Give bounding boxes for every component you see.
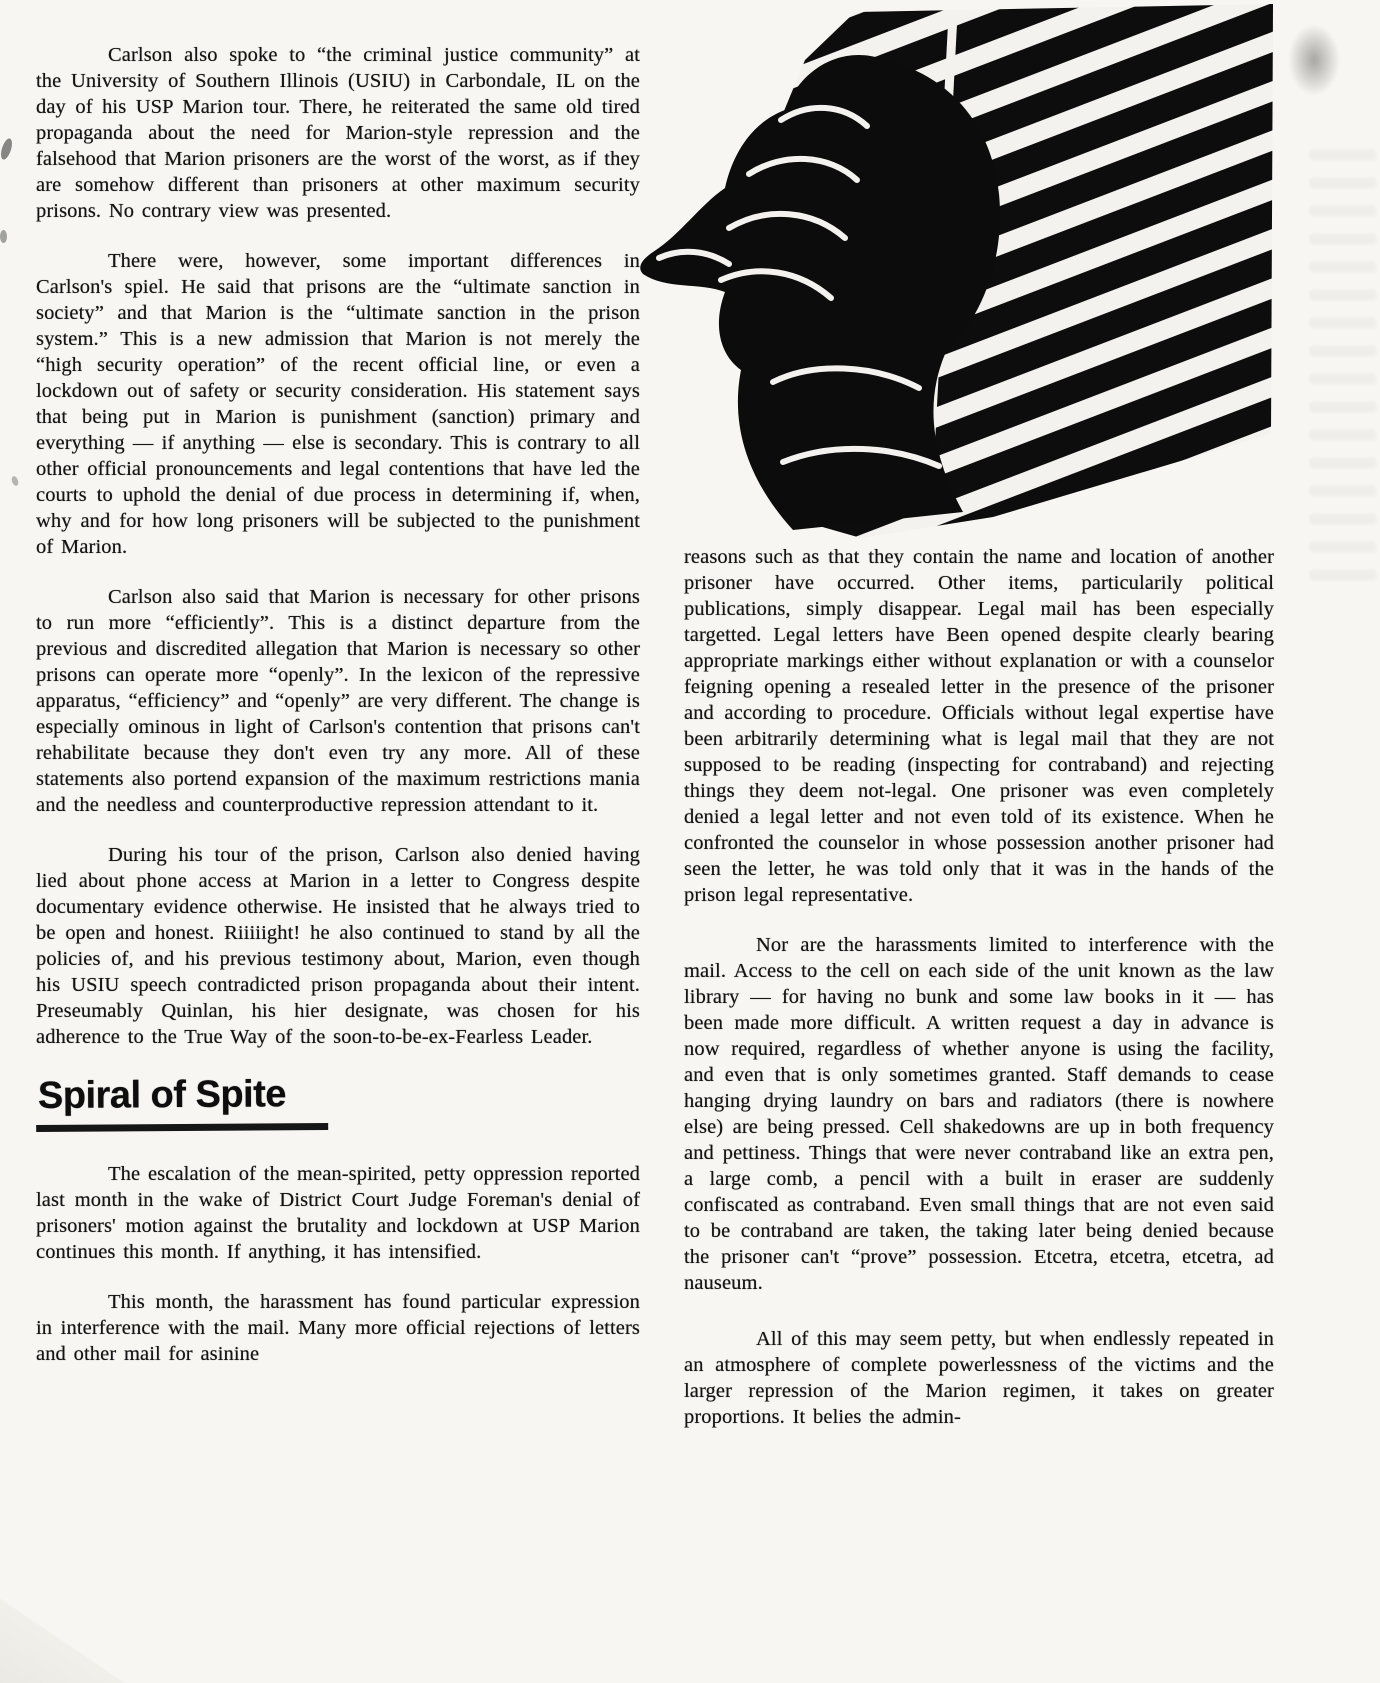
hands-through-blinds-illustration <box>633 2 1280 538</box>
body-paragraph: Carlson also said that Marion is necessary for other prisons to run more “efficiently”. This is a distinct departure from the previous and discredited allegation that Marion is necessary so other prisons can operate more “openly”. In the lexicon of the repressive apparatus, “efficiency” and “openly” are very different. The change is especially ominous in light of Carlson's contention that prisons can't rehabilitate because they don't even try any more. All of these statements also portend expansion of the maximum restrictions mania and the needless and counterproductive repression attendant to it. <box>36 586 640 816</box>
left-paragraph-group-after-heading <box>36 1161 640 1367</box>
scan-speck <box>10 475 19 486</box>
section-heading: Spiral of Spite <box>36 1073 328 1132</box>
left-column <box>36 42 640 1391</box>
scan-smudge <box>1288 24 1340 96</box>
body-paragraph: Carlson also spoke to “the criminal justice community” at the University of Southern Illinois (USIU) in Carbondale, IL on the day of his USP Marion tour. There, he reiterated the same old tired propaganda about the need for Marion-style repression and the falsehood that Marion prisoners are the worst of the worst, as if they are somehow different than prisoners at other maximum security prisons. No contrary view was presented. <box>36 44 640 222</box>
left-paragraph-group <box>36 42 640 1050</box>
scan-speck <box>0 230 7 243</box>
scan-speck <box>0 137 14 161</box>
page-bleed-through <box>1310 150 1376 580</box>
harassments-paragraph: Nor are the harassments limited to interference with the mail. Access to the cell on each side of the unit known as the law library — for having no bunk and some law books in it — has been made more difficult. A written request a day in advance is now required, regardless of whether anyone is using the facility, and even that is only sometimes granted. Staff demands to cease hanging drying laundry on bars and radiators (there is nowhere else) are being pressed. Cell shakedowns are up in both frequency and pettiness. Things that were never contraband like an extra pen, a large comb, a pencil with a built in eraser are suddenly confiscated as contraband. Even small things that are not even said to be contraband are taken, the taking later being denied because the prisoner can't “prove” possession. Etcetra, etcetra, etcetra, ad nauseum. <box>684 934 1274 1294</box>
body-paragraph: The escalation of the mean-spirited, petty oppression reported last month in the wake of District Court Judge Foreman's denial of prisoners' motion against the brutality and lockdown at USP Marion continues this month. If anything, it has intensified. <box>36 1163 640 1263</box>
section-heading-wrap <box>36 1074 640 1131</box>
body-paragraph: This month, the harassment has found particular expression in interference with the mail. Many more official rejections of letters and other mail for asinine <box>36 1291 640 1365</box>
corner-fold <box>0 1588 140 1683</box>
hands-through-blinds-svg <box>633 2 1280 538</box>
right-column <box>684 544 1274 1454</box>
continuation-paragraph: reasons such as that they contain the name and location of another prisoner have occurred. Other items, particularily political publications, simply disappear. Legal mail has been especially targetted. Legal letters have Been opened despite clearly bearing appropriate markings either without explanation or with a counselor feigning opening a resealed letter in the presence of the prisoner and according to procedure. Officials without legal expertise have been arbitrarily determining what is legal mail that they are not supposed to be reading (inspecting for contraband) and rejecting things they deem not-legal. One prisoner was even completely denied a legal letter and not even told of its existence. When he confronted the counselor in whose possession another prisoner had seen the letter, he was told only that it was in the hands of the prison legal representative. <box>684 546 1274 906</box>
body-paragraph: There were, however, some important differences in Carlson's spiel. He said that prisons are the “ultimate sanction in society” and that Marion is the “ultimate sanction in the prison system.” This is a new admission that Marion is not merely the “high security operation” of the recent official line, or even a lockdown out of safety or security consideration. His statement says that being put in Marion is punishment (sanction) primary and everything — if anything — else is secondary. This is contrary to all other official pronouncements and legal contentions that have led the courts to uphold the denial of due process in determining if, when, why and for how long prisoners will be subjected to the punishment of Marion. <box>36 250 640 558</box>
closing-paragraph: All of this may seem petty, but when endlessly repeated in an atmosphere of complete powerlessness of the victims and the larger repression of the Marion regimen, it takes on greater proportions. It belies the admin- <box>684 1328 1274 1428</box>
body-paragraph: During his tour of the prison, Carlson also denied having lied about phone access at Marion in a letter to Congress despite documentary evidence otherwise. He insisted that he always tried to be open and honest. Riiiiight! he also continued to stand by all the policies of, and his previous testimony about, Marion, even though his USIU speech contradicted prison propaganda about their intent. Preseumably Quinlan, his hier designate, was chosen for his adherence to the True Way of the soon-to-be-ex-Fearless Leader. <box>36 844 640 1048</box>
